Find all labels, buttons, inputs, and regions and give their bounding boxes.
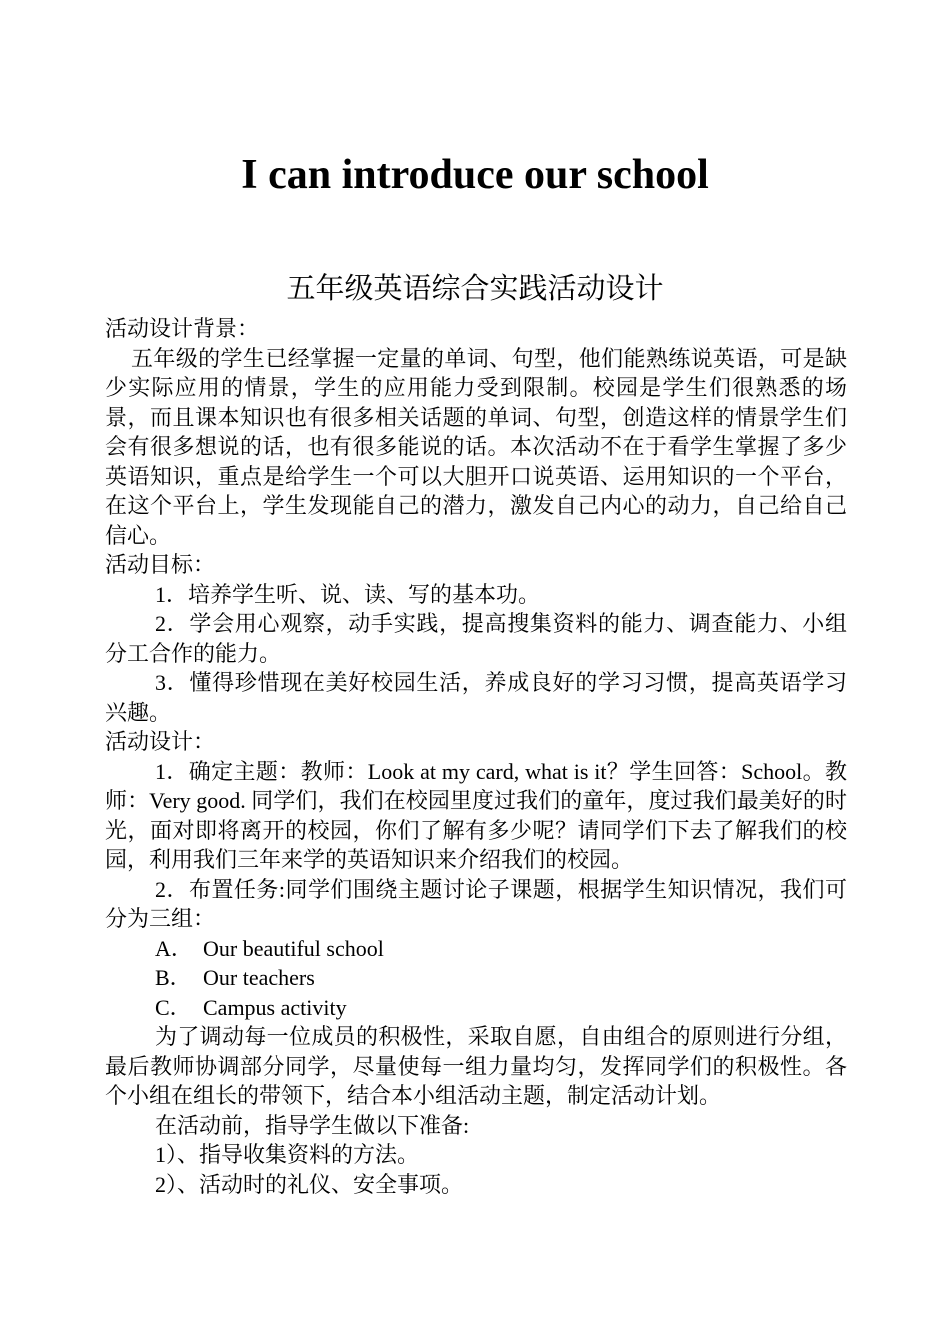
group-option-letter: C． — [155, 994, 192, 1020]
design-step-1: 1．确定主题：教师：Look at my card, what is it？学生回答：School。教师：Very good. 同学们，我们在校园里度过我们的童年，度过我们最美好的时光，面对即将离开的校园，你们了解有多少呢？请同学们下去了解我们的校园，利用我们三年来学的英语知识来介绍我们的校园。 — [105, 758, 847, 872]
design-step-2: 2．布置任务:同学们围绕主题讨论子课题，根据学生知识情况，我们可分为三组： — [105, 876, 847, 931]
goals-heading: 活动目标： — [105, 552, 216, 577]
grouping-paragraph: 为了调动每一位成员的积极性，采取自愿，自由组合的原则进行分组，最后教师协调部分同学，尽量使每一组力量均匀，发挥同学们的积极性。各个小组在组长的带领下，结合本小组活动主题，制定活动计划。 — [105, 1024, 847, 1108]
preparation-item-1: 1）、指导收集资料的方法。 — [155, 1142, 420, 1167]
goal-item-3: 3．懂得珍惜现在美好校园生活，养成良好的学习习惯，提高英语学习兴趣。 — [105, 670, 847, 725]
preparation-intro: 在活动前，指导学生做以下准备: — [155, 1112, 470, 1138]
background-heading: 活动设计背景： — [105, 316, 260, 341]
group-option-name: Our teachers — [203, 965, 315, 990]
background-paragraph: 五年级的学生已经掌握一定量的单词、句型，他们能熟练说英语，可是缺少实际应用的情景，学生的应用能力受到限制。校园是学生们很熟悉的场景，而且课本知识也有很多相关话题的单词、句型，创造这样的情景学生们会有很多想说的话，也有很多能说的话。本次活动不在于看学生掌握了多少英语知识，重点是给学生一个可以大胆开口说英语、运用知识的一个平台，在这个平台上，学生发现能自己的潜力，激发自己内心的动力，自己给自己信心。 — [105, 345, 847, 548]
document-title: I can introduce our school — [241, 152, 709, 198]
goal-item-1: 1．培养学生听、说、读、写的基本功。 — [155, 581, 541, 607]
document-body — [105, 314, 847, 1199]
document-subtitle: 五年级英语综合实践活动设计 — [286, 273, 664, 305]
group-option-b — [105, 963, 847, 993]
group-option-name: Campus activity — [203, 994, 347, 1020]
design-heading: 活动设计： — [105, 729, 216, 754]
group-option-letter: B． — [155, 965, 192, 990]
preparation-item-2: 2）、活动时的礼仪、安全事项。 — [155, 1171, 464, 1197]
group-option-letter: A． — [155, 935, 193, 961]
goal-item-2: 2．学会用心观察，动手实践，提高搜集资料的能力、调查能力、小组分工合作的能力。 — [105, 611, 847, 666]
group-option-c — [105, 993, 847, 1023]
group-option-name: Our beautiful school — [203, 935, 384, 961]
group-option-a — [105, 934, 847, 964]
